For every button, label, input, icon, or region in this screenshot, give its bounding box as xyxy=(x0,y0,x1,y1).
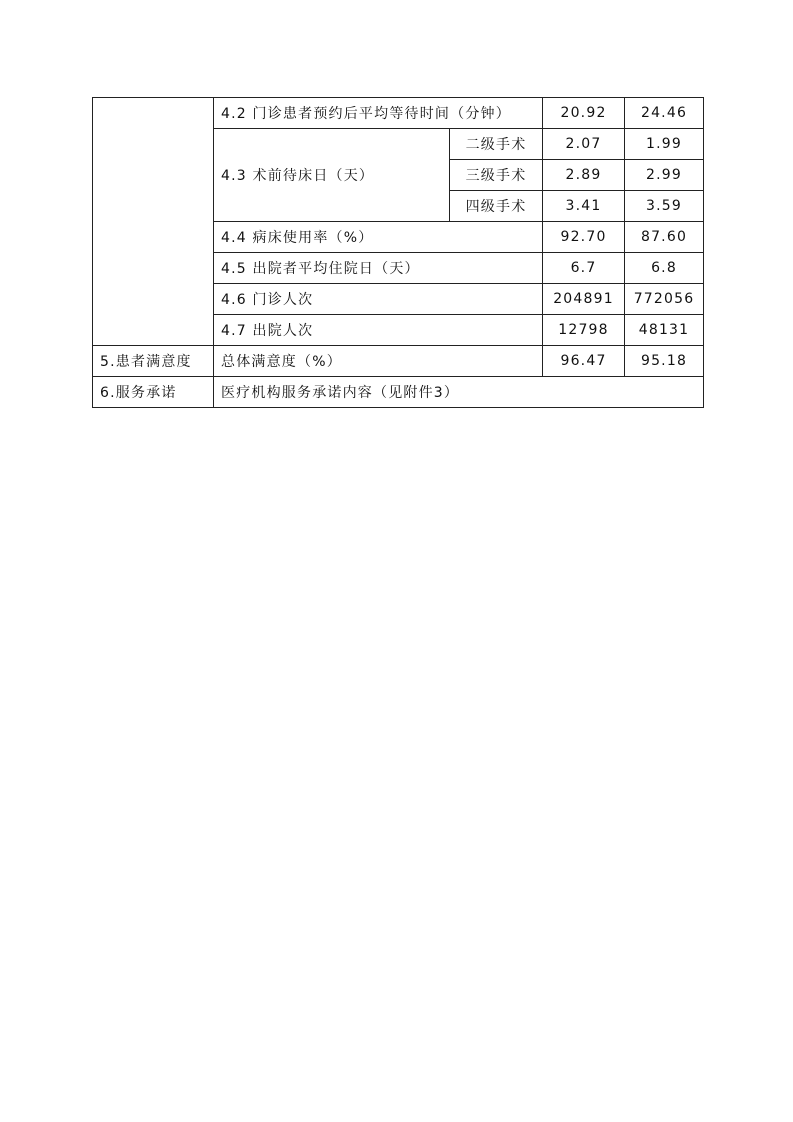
surgery-level: 四级手术 xyxy=(450,191,543,222)
value-cell: 2.07 xyxy=(543,129,625,160)
value-cell: 3.59 xyxy=(625,191,704,222)
row-label: 4.3 术前待床日（天） xyxy=(214,129,450,222)
row-label: 医疗机构服务承诺内容（见附件3） xyxy=(214,377,704,408)
table-row xyxy=(93,98,704,129)
indicator-table xyxy=(92,97,704,408)
table-row xyxy=(93,346,704,377)
row-label: 4.6 门诊人次 xyxy=(214,284,543,315)
value-cell: 204891 xyxy=(543,284,625,315)
value-cell: 20.92 xyxy=(543,98,625,129)
row-label: 4.4 病床使用率（%） xyxy=(214,222,543,253)
table-row xyxy=(93,377,704,408)
value-cell: 24.46 xyxy=(625,98,704,129)
value-cell: 3.41 xyxy=(543,191,625,222)
row-label: 4.5 出院者平均住院日（天） xyxy=(214,253,543,284)
row-label: 4.7 出院人次 xyxy=(214,315,543,346)
value-cell: 2.99 xyxy=(625,160,704,191)
value-cell: 96.47 xyxy=(543,346,625,377)
surgery-level: 三级手术 xyxy=(450,160,543,191)
value-cell: 87.60 xyxy=(625,222,704,253)
surgery-level: 二级手术 xyxy=(450,129,543,160)
value-cell: 6.7 xyxy=(543,253,625,284)
value-cell: 6.8 xyxy=(625,253,704,284)
category-cell: 5.患者满意度 xyxy=(93,346,214,377)
row-label: 总体满意度（%） xyxy=(214,346,543,377)
row-label: 4.2 门诊患者预约后平均等待时间（分钟） xyxy=(214,98,543,129)
value-cell: 772056 xyxy=(625,284,704,315)
value-cell: 92.70 xyxy=(543,222,625,253)
value-cell: 95.18 xyxy=(625,346,704,377)
value-cell: 2.89 xyxy=(543,160,625,191)
category-cell-4 xyxy=(93,98,214,346)
value-cell: 48131 xyxy=(625,315,704,346)
value-cell: 12798 xyxy=(543,315,625,346)
value-cell: 1.99 xyxy=(625,129,704,160)
category-cell: 6.服务承诺 xyxy=(93,377,214,408)
